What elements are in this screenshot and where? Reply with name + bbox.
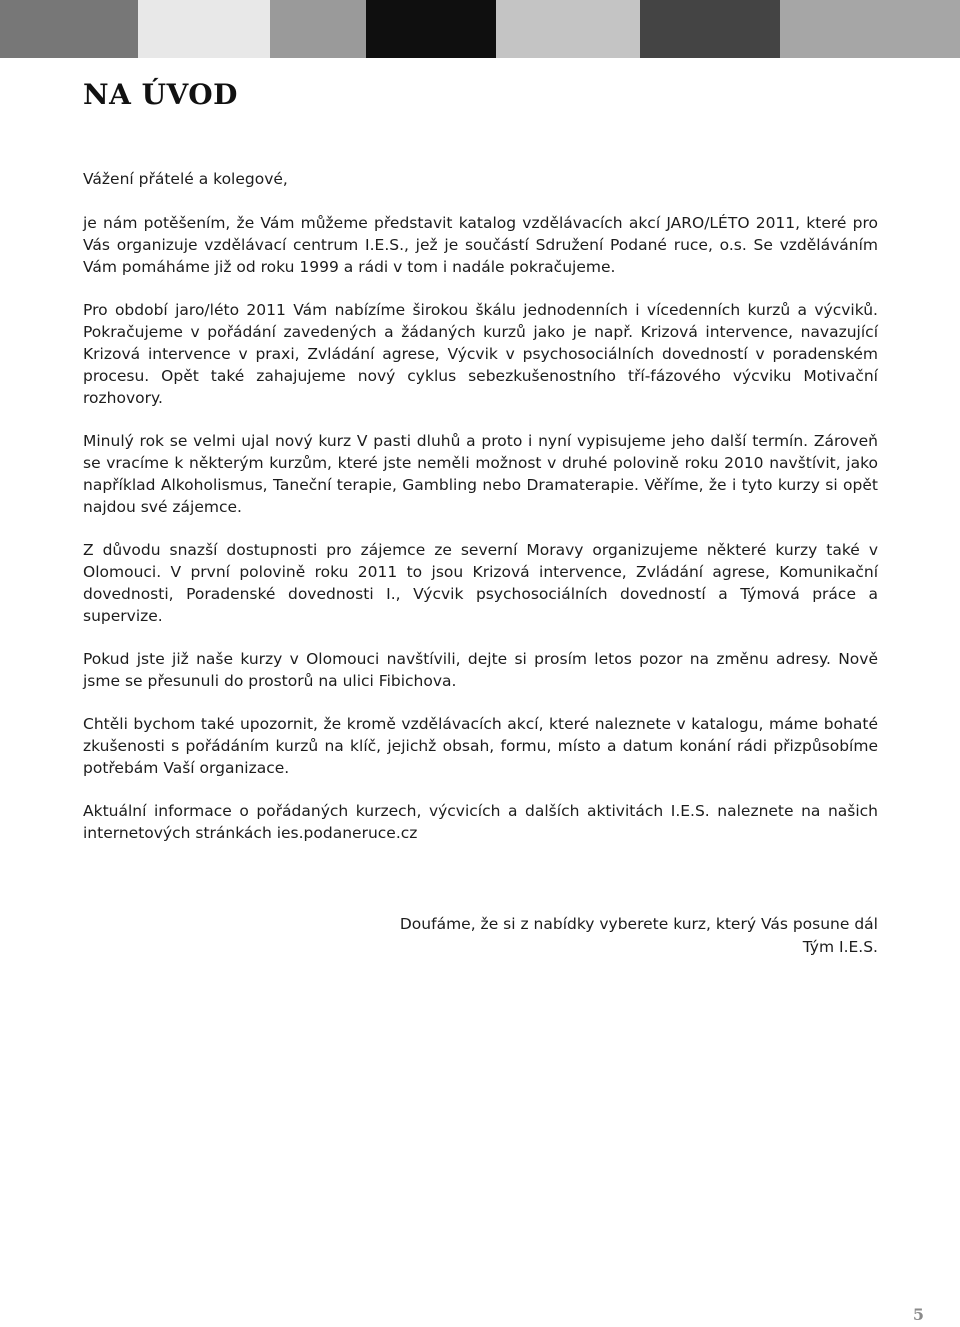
paragraph-address-change: Pokud jste již naše kurzy v Olomouci navštívili, dejte si prosím letos pozor na změnu adresy. Nově jsme se přesunuli do prostorů na ulici Fibichova. <box>83 650 878 690</box>
header-bar-segment <box>496 0 640 58</box>
letter-body <box>83 168 878 865</box>
page-title: NA ÚVOD <box>83 78 238 111</box>
paragraph-new-courses: Minulý rok se velmi ujal nový kurz V pasti dluhů a proto i nyní vypisujeme jeho další termín. Zároveň se vracíme k některým kurzům, které jste neměli možnost v druhé polovině roku 2010 navštívit, jako například Alkoholismus, Taneční terapie, Gambling nebo Dramaterapie. Věříme, že i tyto kurzy si opět najdou své zájemce. <box>83 432 878 516</box>
page-number: 5 <box>912 1305 924 1324</box>
signature: Tým I.E.S. <box>802 938 878 956</box>
header-bar-segment <box>366 0 496 58</box>
paragraph-intro: je nám potěšením, že Vám můžeme představit katalog vzdělávacích akcí JARO/LÉTO 2011, které pro Vás organizuje vzdělávací centrum I.E.S., jež je součástí Sdružení Podané ruce, o.s. Se vzděláváním Vám pomáháme již od roku 1999 a rádi v tom i nadále pokračujeme. <box>83 214 878 276</box>
header-bar-segment <box>0 0 138 58</box>
header-bar-segment <box>270 0 366 58</box>
header-color-bar <box>0 0 960 58</box>
paragraph-olomouc: Z důvodu snazší dostupnosti pro zájemce ze severní Moravy organizujeme některé kurzy také v Olomouci. V první polovině roku 2011 to jsou Krizová intervence, Zvládání agrese, Komunikační dovednosti, Poradenské dovednosti I., Výcvik psychosociálních dovedností a Týmová práce a supervize. <box>83 541 878 625</box>
paragraph-custom-courses: Chtěli bychom také upozornit, že kromě vzdělávacích akcí, které naleznete v katalogu, máme bohaté zkušenosti s pořádáním kurzů na klíč, jejichž obsah, formu, místo a datum konání rádi přizpůsobíme potřebám Vaší organizace. <box>83 715 878 777</box>
greeting: Vážení přátelé a kolegové, <box>83 170 288 188</box>
closing-line: Doufáme, že si z nabídky vyberete kurz, který Vás posune dál <box>399 915 878 933</box>
header-bar-segment <box>138 0 270 58</box>
paragraph-website: Aktuální informace o pořádaných kurzech, výcvicích a dalších aktivitách I.E.S. naleznete na našich internetových stránkách ies.podaneruce.cz <box>83 802 878 842</box>
header-bar-segment <box>640 0 780 58</box>
closing <box>83 913 878 959</box>
header-bar-segment <box>780 0 960 58</box>
paragraph-offer: Pro období jaro/léto 2011 Vám nabízíme širokou škálu jednodenních i vícedenních kurzů a výcviků. Pokračujeme v pořádání zavedených a žádaných kurzů jako je např. Krizová intervence, navazující Krizová intervence v praxi, Zvládání agrese, Výcvik v psychosociálních dovedností v poradenském procesu. Opět také zahajujeme nový cyklus sebezkušenostního tří-fázového výcviku Motivační rozhovory. <box>83 301 878 407</box>
